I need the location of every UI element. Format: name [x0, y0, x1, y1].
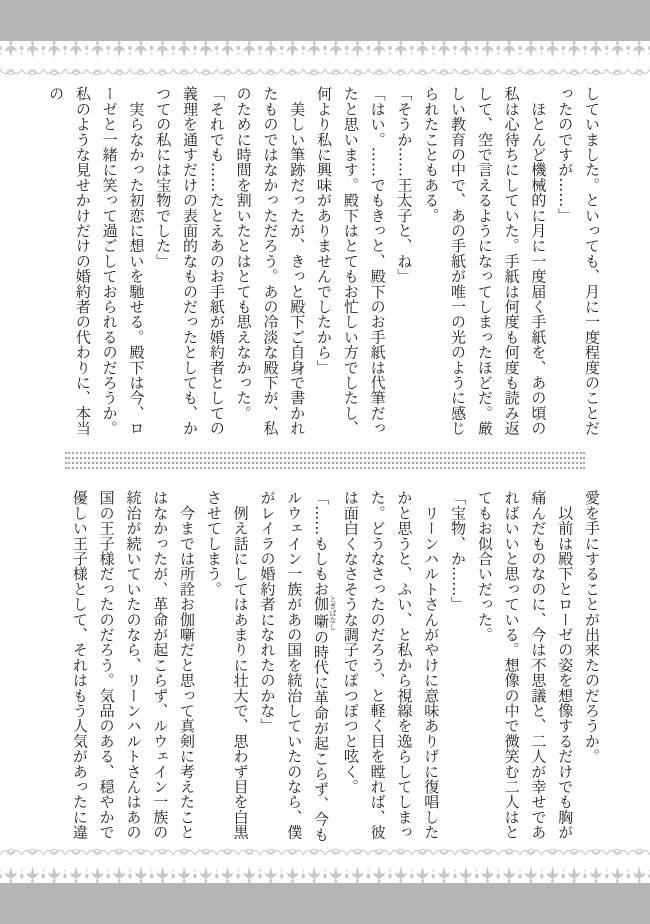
paragraph: 実らなかった初恋に想いを馳せる。殿下は今、ローゼと一緒に笑って過ごしておられるのだろうか。私のような見せかけだけの婚約者の代わりに、本当の — [47, 86, 146, 436]
paragraph: 「それでも……たとえあのお手紙が婚約者としての義理を通すだけの表面的なものだったとしても、かつての私には宝物でした」 — [154, 86, 226, 436]
paragraph: 「宝物、か……」 — [449, 490, 468, 612]
top-band — [0, 0, 650, 41]
paragraph-text: 「……もしもお — [312, 490, 331, 597]
paragraph: 以前は殿下とローゼの姿を想像するだけでも胸が痛んだものなのに、今は不思議と、二人が幸せであればいいと思っている。想像の中で微笑む二人はとてもお似合いだった。 — [475, 490, 575, 840]
ruby-base: 伽噺 — [312, 595, 331, 631]
paragraph: 今までは所詮お伽噺だと思って真剣に考えたことはなかったが、革命が起こらず、ルウェイン一族の統治が続いていたのなら、リーンハルトさんはあの国の王子様だったのだろう。気品のある、穏やかで優しい王子様として、それはもう人気があったに違 — [70, 490, 197, 840]
paragraph: リーンハルトさんがやけに意味ありげに復唱したかと思うと、ふい、と私から視線を逸らしてしまった。どうなさったのだろう、と軽く目を瞠れば、彼は面白くなさそうな調子でぽつぽつと呟く。 — [341, 490, 441, 840]
ornament-border-bottom-icon — [0, 849, 650, 924]
main-text-bottom-block — [65, 490, 605, 852]
paragraph-text: の時代に革命が起こらず、今もルウェイン一族があの国を統治していたのなら、僕がレイラの婚約者になれたのかな」 — [258, 490, 331, 842]
paragraph: 「はい。……でもきっと、殿下のお手紙は代筆だったと思います。殿下はとてもお忙しい方でしたし、何より私に興味がありませんでしたから」 — [315, 86, 387, 436]
paragraph — [254, 490, 337, 852]
ornament-border-top-icon — [0, 0, 650, 75]
ruby-text: とぎばなし — [329, 595, 338, 631]
paragraph: していました。といっても、月に一度程度のことだったのですが……」 — [556, 86, 601, 436]
bottom-band — [0, 883, 650, 924]
paragraph: 愛を手にすることが出来たのだろうか。 — [583, 490, 601, 764]
paragraph: 美しい筆跡だったが、きっと殿下ご自身で書かれたものではなかっただろう。あの冷淡な殿下が、私のために時間を割いたとはとても思えなかった。 — [234, 86, 307, 436]
paragraph: 「そうか……王太子と、ね」 — [395, 86, 414, 284]
scene-divider-line — [65, 452, 585, 459]
paragraph: 例え話にしてはあまりに壮大で、思わず目を白黒させてしまう。 — [204, 490, 250, 840]
top-lace — [0, 41, 650, 75]
paragraph: ほとんど機械的に月に一度届く手紙を、あの頃の私は心待ちにしていた。手紙は何度も何度も読み返して、空で言えるようになってしまったほどだ。厳しい教育の中で、あの手紙が唯一の光のように感じられたこともある。 — [422, 86, 548, 436]
main-text-top-block — [47, 86, 605, 448]
bottom-lace — [0, 849, 650, 883]
scene-divider-line — [65, 462, 585, 469]
furigana-ruby — [312, 595, 338, 631]
scene-divider — [65, 452, 585, 469]
